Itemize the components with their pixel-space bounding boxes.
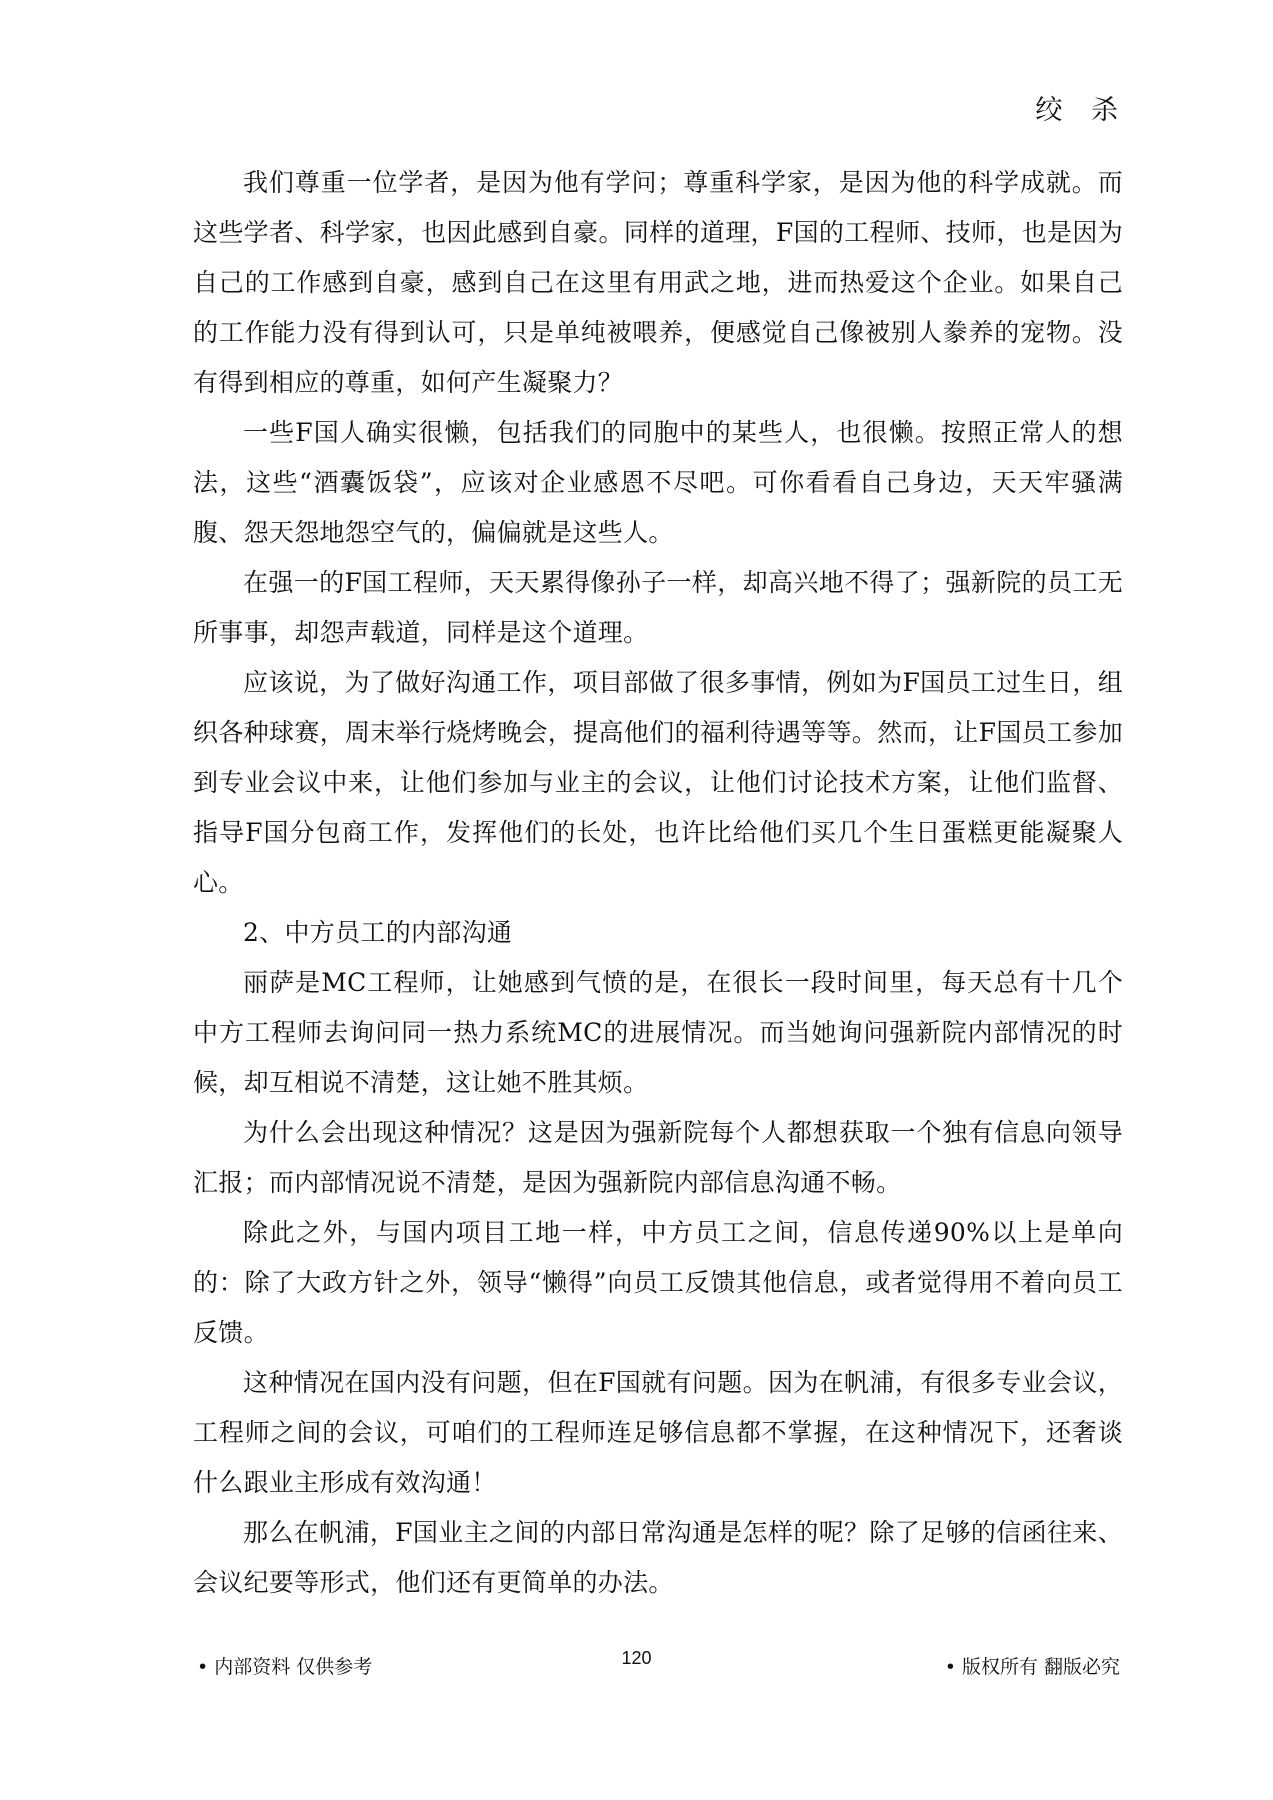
paragraph: 我们尊重一位学者，是因为他有学问；尊重科学家，是因为他的科学成就。而这些学者、科学家，也因此感到自豪。同样的道理，F国的工程师、技师，也是因为自己的工作感到自豪，感到自己在这里有用武之地，进而热爱这个企业。如果自己的工作能力没有得到认可，只是单纯被喂养，便感觉自己像被别人豢养的宠物。没有得到相应的尊重，如何产生凝聚力？ <box>193 168 1123 397</box>
body-text <box>193 158 1123 1608</box>
running-header-title: 绞 杀 <box>1035 95 1128 126</box>
paragraph: 为什么会出现这种情况？这是因为强新院每个人都想获取一个独有信息向领导汇报；而内部情况说不清楚，是因为强新院内部信息沟通不畅。 <box>193 1118 1123 1197</box>
paragraph: 在强一的F国工程师，天天累得像孙子一样，却高兴地不得了；强新院的员工无所事事，却怨声载道，同样是这个道理。 <box>193 568 1123 647</box>
footer-copyright-note: • 版权所有 翻版必究 <box>944 1656 1120 1678</box>
page-footer <box>0 1648 1273 1692</box>
paragraph: 这种情况在国内没有问题，但在F国就有问题。因为在帆浦，有很多专业会议，工程师之间的会议，可咱们的工程师连足够信息都不掌握，在这种情况下，还奢谈什么跟业主形成有效沟通！ <box>193 1368 1123 1497</box>
paragraph: 一些F国人确实很懒，包括我们的同胞中的某些人，也很懒。按照正常人的想法，这些“酒囊饭袋”，应该对企业感恩不尽吧。可你看看自己身边，天天牢骚满腹、怨天怨地怨空气的，偏偏就是这些人。 <box>193 418 1123 547</box>
paragraph: 应该说，为了做好沟通工作，项目部做了很多事情，例如为F国员工过生日，组织各种球赛，周末举行烧烤晚会，提高他们的福利待遇等等。然而，让F国员工参加到专业会议中来，让他们参加与业主的会议，让他们讨论技术方案，让他们监督、指导F国分包商工作，发挥他们的长处，也许比给他们买几个生日蛋糕更能凝聚人心。 <box>193 668 1123 897</box>
paragraph: 那么在帆浦，F国业主之间的内部日常沟通是怎样的呢？除了足够的信函往来、会议纪要等形式，他们还有更简单的办法。 <box>193 1518 1123 1597</box>
paragraph: 除此之外，与国内项目工地一样，中方员工之间，信息传递90%以上是单向的：除了大政方针之外，领导“懒得”向员工反馈其他信息，或者觉得用不着向员工反馈。 <box>193 1218 1123 1347</box>
section-heading: 2、中方员工的内部沟通 <box>243 918 513 947</box>
footer-internal-note: • 内部资料 仅供参考 <box>197 1656 373 1678</box>
page-number: 120 <box>621 1648 652 1668</box>
paragraph: 丽萨是MC工程师，让她感到气愤的是，在很长一段时间里，每天总有十几个中方工程师去询问同一热力系统MC的进展情况。而当她询问强新院内部情况的时候，却互相说不清楚，这让她不胜其烦。 <box>193 968 1123 1097</box>
